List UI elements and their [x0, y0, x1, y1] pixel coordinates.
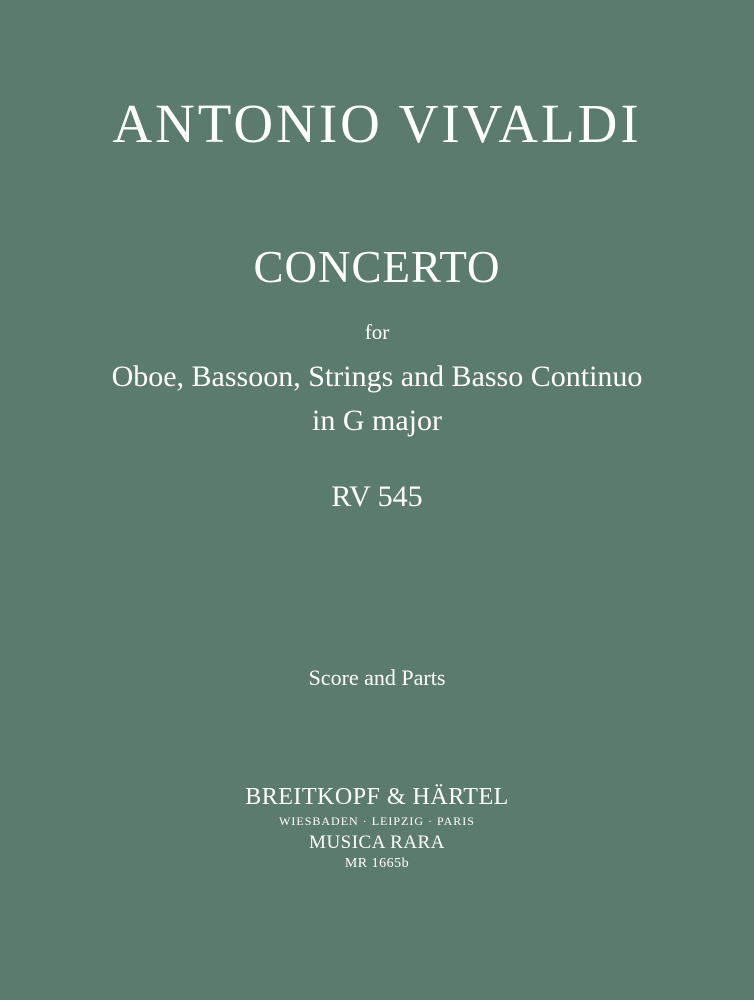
publisher-cities: WIESBADEN · LEIPZIG · PARIS — [279, 814, 475, 828]
composer-name: ANTONIO VIVALDI — [112, 93, 642, 154]
imprint-name: MUSICA RARA — [309, 832, 445, 853]
catalog-number: RV 545 — [331, 480, 423, 513]
work-title: CONCERTO — [253, 242, 501, 292]
edition-type: Score and Parts — [308, 665, 446, 690]
key-signature: in G major — [312, 404, 442, 437]
for-label: for — [364, 320, 390, 344]
edition-number: MR 1665b — [344, 856, 410, 871]
publisher-name: BREITKOPF & HÄRTEL — [245, 784, 509, 810]
instrumentation: Oboe, Bassoon, Strings and Basso Continuo — [111, 360, 643, 393]
